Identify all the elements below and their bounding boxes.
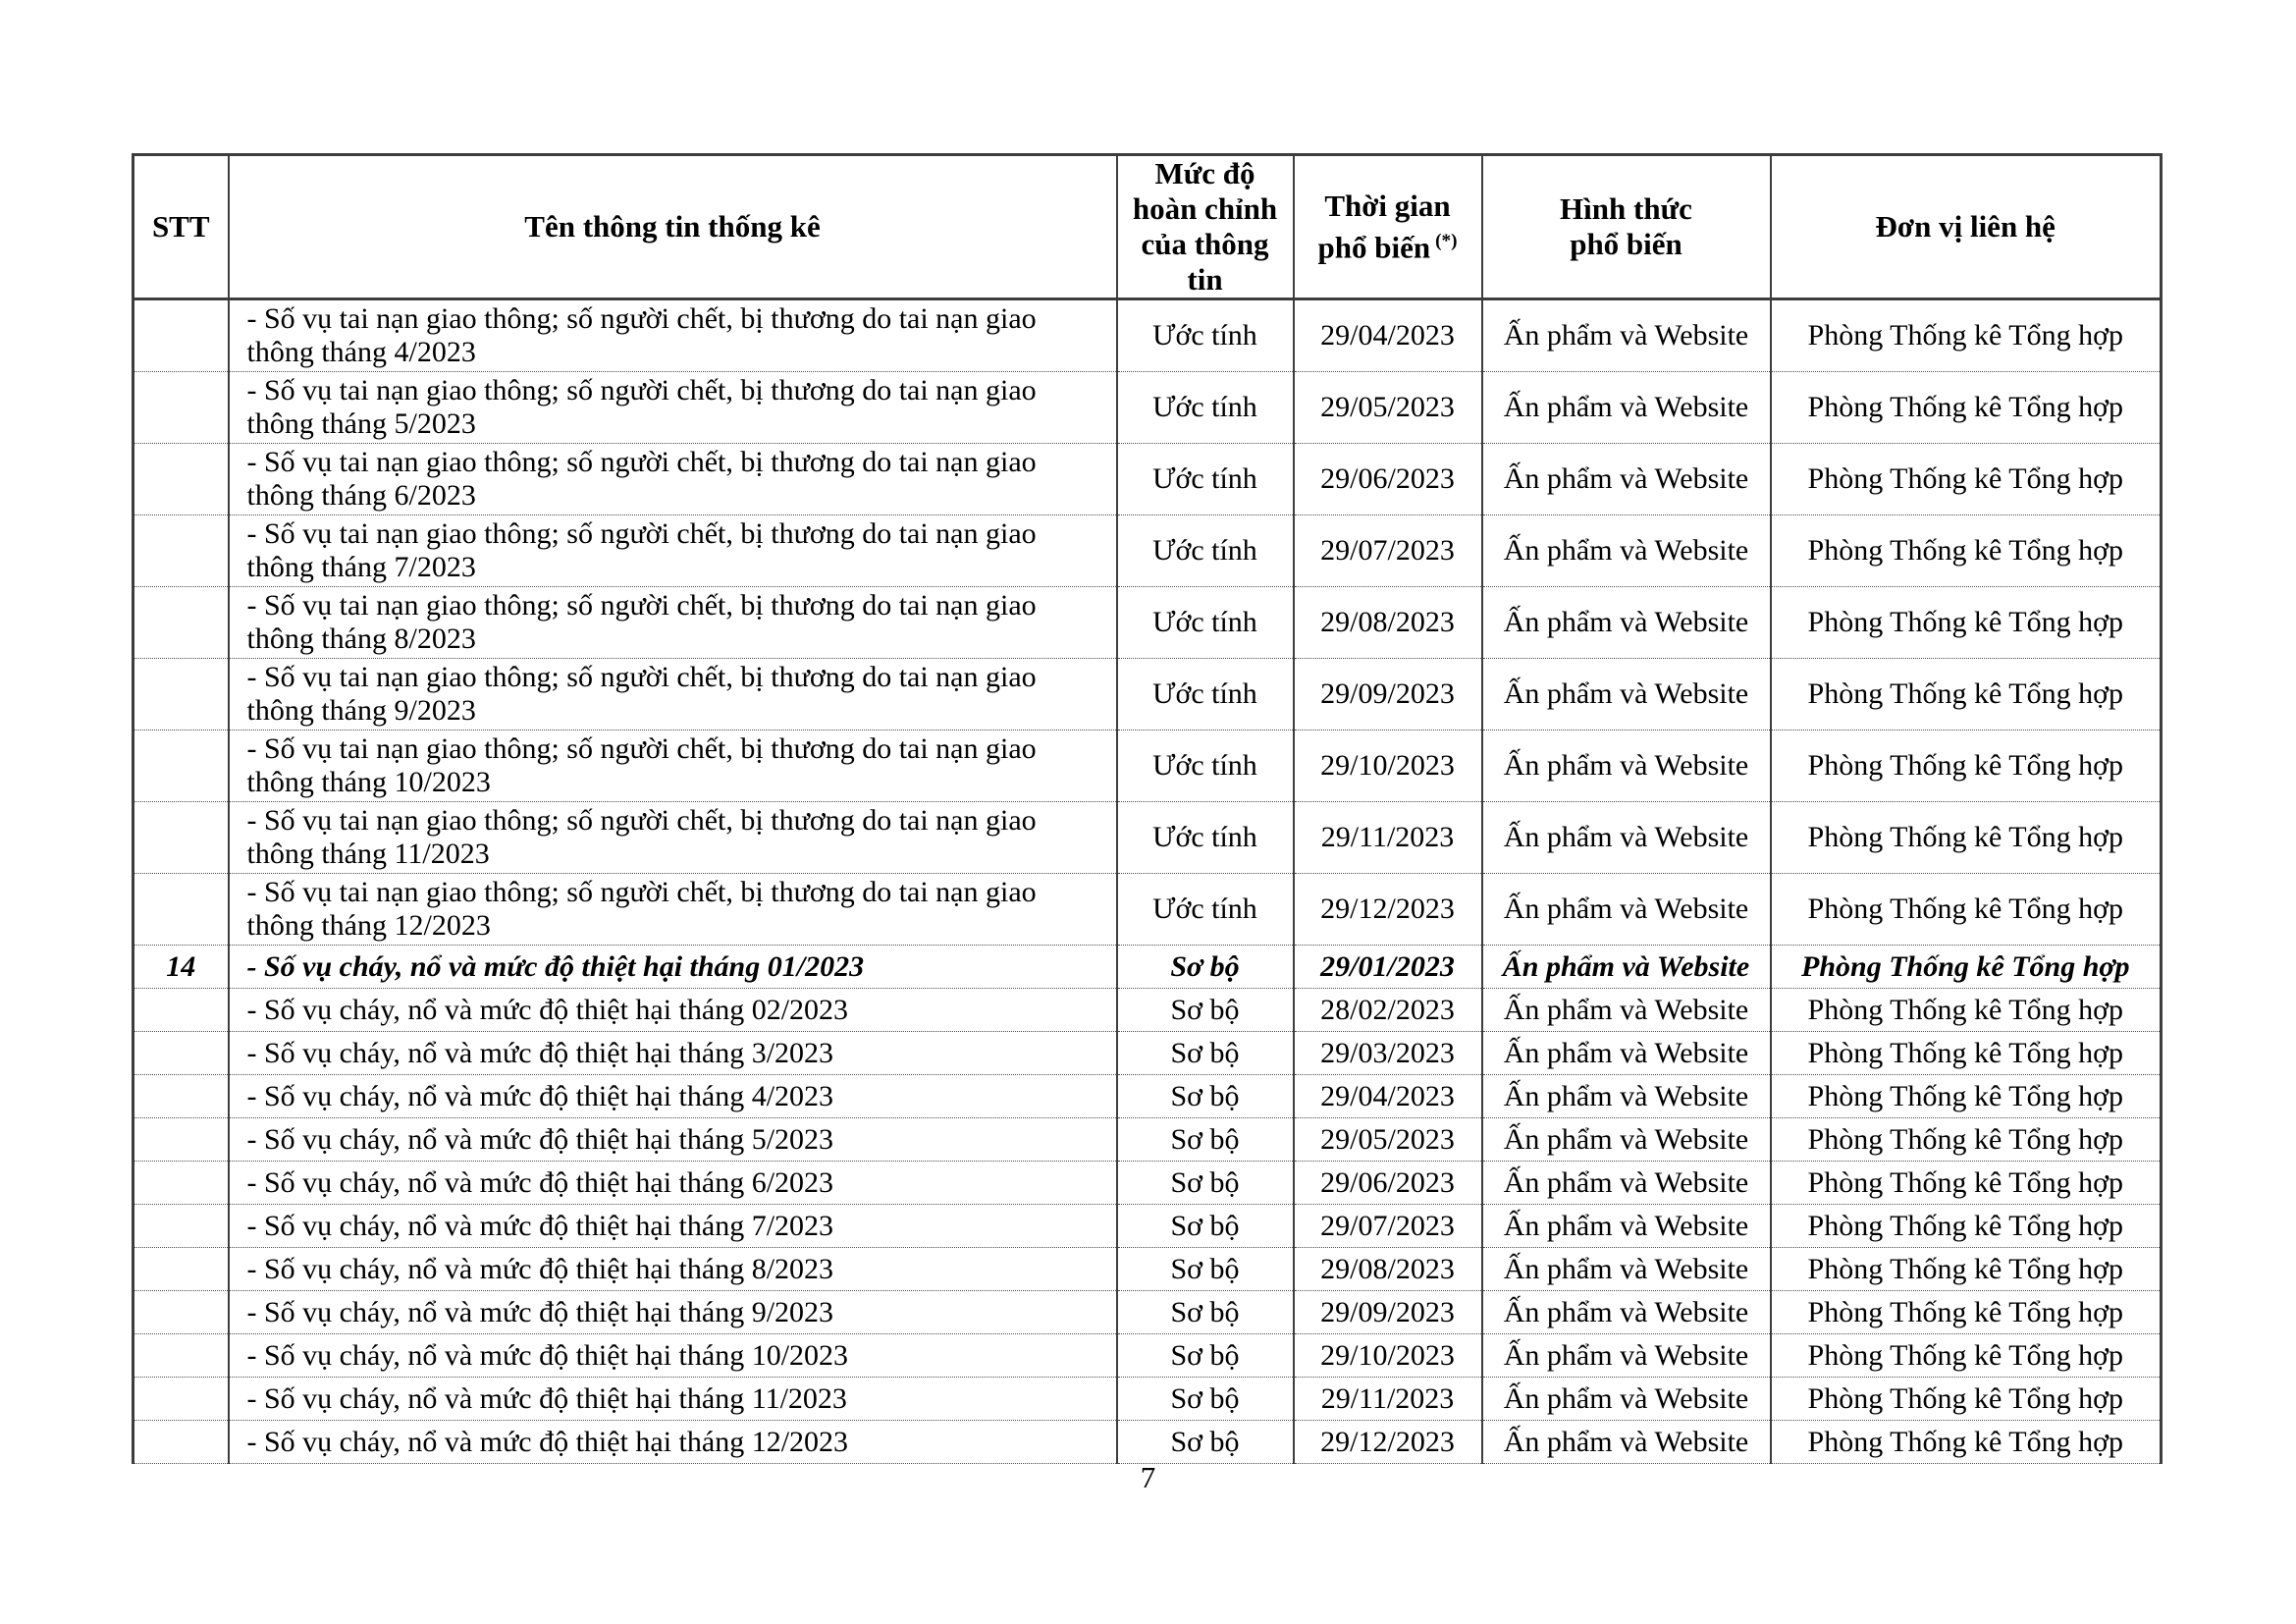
- cell-contact: Phòng Thống kê Tổng hợp: [1771, 1205, 2162, 1248]
- cell-time: 29/11/2023: [1294, 802, 1482, 874]
- cell-time: 29/01/2023: [1294, 946, 1482, 989]
- cell-contact: Phòng Thống kê Tổng hợp: [1771, 946, 2162, 989]
- cell-completeness: Ước tính: [1117, 372, 1294, 444]
- table-row: [133, 1378, 2162, 1421]
- cell-time: 29/09/2023: [1294, 1291, 1482, 1334]
- cell-contact: Phòng Thống kê Tổng hợp: [1771, 444, 2162, 515]
- cell-stt: [133, 874, 229, 946]
- cell-completeness: Sơ bộ: [1117, 1075, 1294, 1118]
- cell-contact: Phòng Thống kê Tổng hợp: [1771, 299, 2162, 372]
- cell-form: Ấn phẩm và Website: [1482, 1378, 1771, 1421]
- cell-form: Ấn phẩm và Website: [1482, 372, 1771, 444]
- cell-stt: [133, 1032, 229, 1075]
- page-number: 7: [1140, 1460, 1156, 1494]
- cell-name: - Số vụ cháy, nổ và mức độ thiệt hại tháng 10/2023: [229, 1334, 1117, 1378]
- cell-completeness: Sơ bộ: [1117, 989, 1294, 1032]
- cell-form: Ấn phẩm và Website: [1482, 1032, 1771, 1075]
- statistics-dissemination-table: [132, 153, 2163, 1464]
- cell-time: 29/06/2023: [1294, 1162, 1482, 1205]
- cell-name: - Số vụ cháy, nổ và mức độ thiệt hại tháng 01/2023: [229, 946, 1117, 989]
- cell-name: - Số vụ tai nạn giao thông; số người chết, bị thương do tai nạn giao thông tháng 12/2023: [229, 874, 1117, 946]
- cell-contact: Phòng Thống kê Tổng hợp: [1771, 1334, 2162, 1378]
- cell-completeness: Sơ bộ: [1117, 1248, 1294, 1291]
- cell-form: Ấn phẩm và Website: [1482, 802, 1771, 874]
- header-completeness: Mức độ hoàn chỉnh của thông tin: [1117, 155, 1294, 299]
- cell-completeness: Sơ bộ: [1117, 1421, 1294, 1464]
- cell-stt: [133, 1291, 229, 1334]
- cell-completeness: Sơ bộ: [1117, 1032, 1294, 1075]
- cell-completeness: Ước tính: [1117, 444, 1294, 515]
- cell-stt: [133, 731, 229, 802]
- cell-form: Ấn phẩm và Website: [1482, 1421, 1771, 1464]
- cell-completeness: Ước tính: [1117, 731, 1294, 802]
- table-row: [133, 989, 2162, 1032]
- cell-completeness: Ước tính: [1117, 874, 1294, 946]
- table-row: [133, 1248, 2162, 1291]
- cell-form: Ấn phẩm và Website: [1482, 515, 1771, 587]
- cell-form: Ấn phẩm và Website: [1482, 731, 1771, 802]
- cell-time: 29/07/2023: [1294, 1205, 1482, 1248]
- cell-completeness: Sơ bộ: [1117, 1378, 1294, 1421]
- cell-time: 29/10/2023: [1294, 731, 1482, 802]
- cell-contact: Phòng Thống kê Tổng hợp: [1771, 1291, 2162, 1334]
- cell-stt: [133, 659, 229, 731]
- cell-time: 29/11/2023: [1294, 1378, 1482, 1421]
- table-row: [133, 515, 2162, 587]
- cell-contact: Phòng Thống kê Tổng hợp: [1771, 1075, 2162, 1118]
- cell-completeness: Sơ bộ: [1117, 1334, 1294, 1378]
- cell-time: 29/05/2023: [1294, 1118, 1482, 1162]
- cell-completeness: Sơ bộ: [1117, 1118, 1294, 1162]
- cell-contact: Phòng Thống kê Tổng hợp: [1771, 1248, 2162, 1291]
- header-name: Tên thông tin thống kê: [229, 155, 1117, 299]
- cell-form: Ấn phẩm và Website: [1482, 1162, 1771, 1205]
- header-time: [1294, 155, 1482, 299]
- cell-name: - Số vụ tai nạn giao thông; số người chết, bị thương do tai nạn giao thông tháng 11/2023: [229, 802, 1117, 874]
- cell-completeness: Ước tính: [1117, 659, 1294, 731]
- cell-stt: [133, 1075, 229, 1118]
- header-stt: STT: [133, 155, 229, 299]
- table-row: [133, 874, 2162, 946]
- cell-completeness: Ước tính: [1117, 515, 1294, 587]
- header-form: Hình thức phổ biến: [1482, 155, 1771, 299]
- cell-contact: Phòng Thống kê Tổng hợp: [1771, 1118, 2162, 1162]
- cell-form: Ấn phẩm và Website: [1482, 587, 1771, 659]
- cell-name: - Số vụ cháy, nổ và mức độ thiệt hại tháng 11/2023: [229, 1378, 1117, 1421]
- cell-stt: [133, 299, 229, 372]
- header-contact: Đơn vị liên hệ: [1771, 155, 2162, 299]
- cell-time: 29/05/2023: [1294, 372, 1482, 444]
- table-row: [133, 946, 2162, 989]
- cell-contact: Phòng Thống kê Tổng hợp: [1771, 874, 2162, 946]
- cell-name: - Số vụ tai nạn giao thông; số người chết, bị thương do tai nạn giao thông tháng 5/2023: [229, 372, 1117, 444]
- cell-completeness: Ước tính: [1117, 587, 1294, 659]
- table-row: [133, 1421, 2162, 1464]
- table-row: [133, 731, 2162, 802]
- table-row: [133, 444, 2162, 515]
- cell-completeness: Sơ bộ: [1117, 946, 1294, 989]
- cell-form: Ấn phẩm và Website: [1482, 659, 1771, 731]
- table-row: [133, 1075, 2162, 1118]
- cell-contact: Phòng Thống kê Tổng hợp: [1771, 731, 2162, 802]
- cell-time: 29/10/2023: [1294, 1334, 1482, 1378]
- cell-form: Ấn phẩm và Website: [1482, 1291, 1771, 1334]
- cell-name: - Số vụ tai nạn giao thông; số người chết, bị thương do tai nạn giao thông tháng 7/2023: [229, 515, 1117, 587]
- cell-name: - Số vụ tai nạn giao thông; số người chết, bị thương do tai nạn giao thông tháng 10/2023: [229, 731, 1117, 802]
- cell-contact: Phòng Thống kê Tổng hợp: [1771, 515, 2162, 587]
- cell-contact: Phòng Thống kê Tổng hợp: [1771, 1032, 2162, 1075]
- cell-name: - Số vụ cháy, nổ và mức độ thiệt hại tháng 12/2023: [229, 1421, 1117, 1464]
- cell-form: Ấn phẩm và Website: [1482, 1334, 1771, 1378]
- cell-stt: 14: [133, 946, 229, 989]
- cell-time: 28/02/2023: [1294, 989, 1482, 1032]
- cell-form: Ấn phẩm và Website: [1482, 874, 1771, 946]
- cell-stt: [133, 515, 229, 587]
- cell-name: - Số vụ tai nạn giao thông; số người chết, bị thương do tai nạn giao thông tháng 4/2023: [229, 299, 1117, 372]
- cell-contact: Phòng Thống kê Tổng hợp: [1771, 1162, 2162, 1205]
- header-time-label: Thời gian phổ biến: [1317, 188, 1451, 265]
- cell-name: - Số vụ tai nạn giao thông; số người chết, bị thương do tai nạn giao thông tháng 9/2023: [229, 659, 1117, 731]
- cell-stt: [133, 1162, 229, 1205]
- cell-contact: Phòng Thống kê Tổng hợp: [1771, 802, 2162, 874]
- cell-contact: Phòng Thống kê Tổng hợp: [1771, 659, 2162, 731]
- cell-completeness: Ước tính: [1117, 299, 1294, 372]
- cell-time: 29/04/2023: [1294, 1075, 1482, 1118]
- cell-name: - Số vụ cháy, nổ và mức độ thiệt hại tháng 9/2023: [229, 1291, 1117, 1334]
- table-header: [133, 155, 2162, 299]
- cell-contact: Phòng Thống kê Tổng hợp: [1771, 989, 2162, 1032]
- cell-contact: Phòng Thống kê Tổng hợp: [1771, 372, 2162, 444]
- cell-time: 29/03/2023: [1294, 1032, 1482, 1075]
- cell-form: Ấn phẩm và Website: [1482, 1205, 1771, 1248]
- table-row: [133, 587, 2162, 659]
- cell-stt: [133, 1378, 229, 1421]
- cell-name: - Số vụ cháy, nổ và mức độ thiệt hại tháng 02/2023: [229, 989, 1117, 1032]
- cell-stt: [133, 989, 229, 1032]
- cell-name: - Số vụ cháy, nổ và mức độ thiệt hại tháng 6/2023: [229, 1162, 1117, 1205]
- cell-form: Ấn phẩm và Website: [1482, 1248, 1771, 1291]
- cell-time: 29/12/2023: [1294, 874, 1482, 946]
- table-row: [133, 299, 2162, 372]
- cell-name: - Số vụ cháy, nổ và mức độ thiệt hại tháng 8/2023: [229, 1248, 1117, 1291]
- cell-time: 29/12/2023: [1294, 1421, 1482, 1464]
- cell-stt: [133, 444, 229, 515]
- cell-name: - Số vụ tai nạn giao thông; số người chết, bị thương do tai nạn giao thông tháng 8/2023: [229, 587, 1117, 659]
- cell-time: 29/04/2023: [1294, 299, 1482, 372]
- table-row: [133, 1118, 2162, 1162]
- cell-completeness: Sơ bộ: [1117, 1205, 1294, 1248]
- cell-contact: Phòng Thống kê Tổng hợp: [1771, 587, 2162, 659]
- cell-stt: [133, 1205, 229, 1248]
- statistics-table-wrapper: [132, 153, 2160, 1464]
- cell-time: 29/08/2023: [1294, 1248, 1482, 1291]
- cell-contact: Phòng Thống kê Tổng hợp: [1771, 1421, 2162, 1464]
- table-body: [133, 299, 2162, 1464]
- cell-stt: [133, 587, 229, 659]
- cell-form: Ấn phẩm và Website: [1482, 1118, 1771, 1162]
- cell-stt: [133, 1118, 229, 1162]
- header-time-footnote-marker: (*): [1435, 230, 1458, 251]
- cell-form: Ấn phẩm và Website: [1482, 1075, 1771, 1118]
- cell-form: Ấn phẩm và Website: [1482, 444, 1771, 515]
- table-row: [133, 1162, 2162, 1205]
- cell-form: Ấn phẩm và Website: [1482, 946, 1771, 989]
- cell-stt: [133, 1421, 229, 1464]
- table-row: [133, 1334, 2162, 1378]
- cell-form: Ấn phẩm và Website: [1482, 299, 1771, 372]
- table-row: [133, 1032, 2162, 1075]
- cell-time: 29/07/2023: [1294, 515, 1482, 587]
- cell-name: - Số vụ tai nạn giao thông; số người chết, bị thương do tai nạn giao thông tháng 6/2023: [229, 444, 1117, 515]
- table-row: [133, 1205, 2162, 1248]
- table-row: [133, 372, 2162, 444]
- table-header-row: [133, 155, 2162, 299]
- cell-time: 29/06/2023: [1294, 444, 1482, 515]
- cell-time: 29/09/2023: [1294, 659, 1482, 731]
- cell-completeness: Sơ bộ: [1117, 1291, 1294, 1334]
- cell-completeness: Ước tính: [1117, 802, 1294, 874]
- table-row: [133, 802, 2162, 874]
- cell-stt: [133, 802, 229, 874]
- cell-form: Ấn phẩm và Website: [1482, 989, 1771, 1032]
- cell-name: - Số vụ cháy, nổ và mức độ thiệt hại tháng 3/2023: [229, 1032, 1117, 1075]
- cell-stt: [133, 1248, 229, 1291]
- cell-time: 29/08/2023: [1294, 587, 1482, 659]
- cell-contact: Phòng Thống kê Tổng hợp: [1771, 1378, 2162, 1421]
- table-row: [133, 659, 2162, 731]
- cell-stt: [133, 1334, 229, 1378]
- table-row: [133, 1291, 2162, 1334]
- cell-stt: [133, 372, 229, 444]
- cell-name: - Số vụ cháy, nổ và mức độ thiệt hại tháng 4/2023: [229, 1075, 1117, 1118]
- cell-name: - Số vụ cháy, nổ và mức độ thiệt hại tháng 5/2023: [229, 1118, 1117, 1162]
- cell-name: - Số vụ cháy, nổ và mức độ thiệt hại tháng 7/2023: [229, 1205, 1117, 1248]
- cell-completeness: Sơ bộ: [1117, 1162, 1294, 1205]
